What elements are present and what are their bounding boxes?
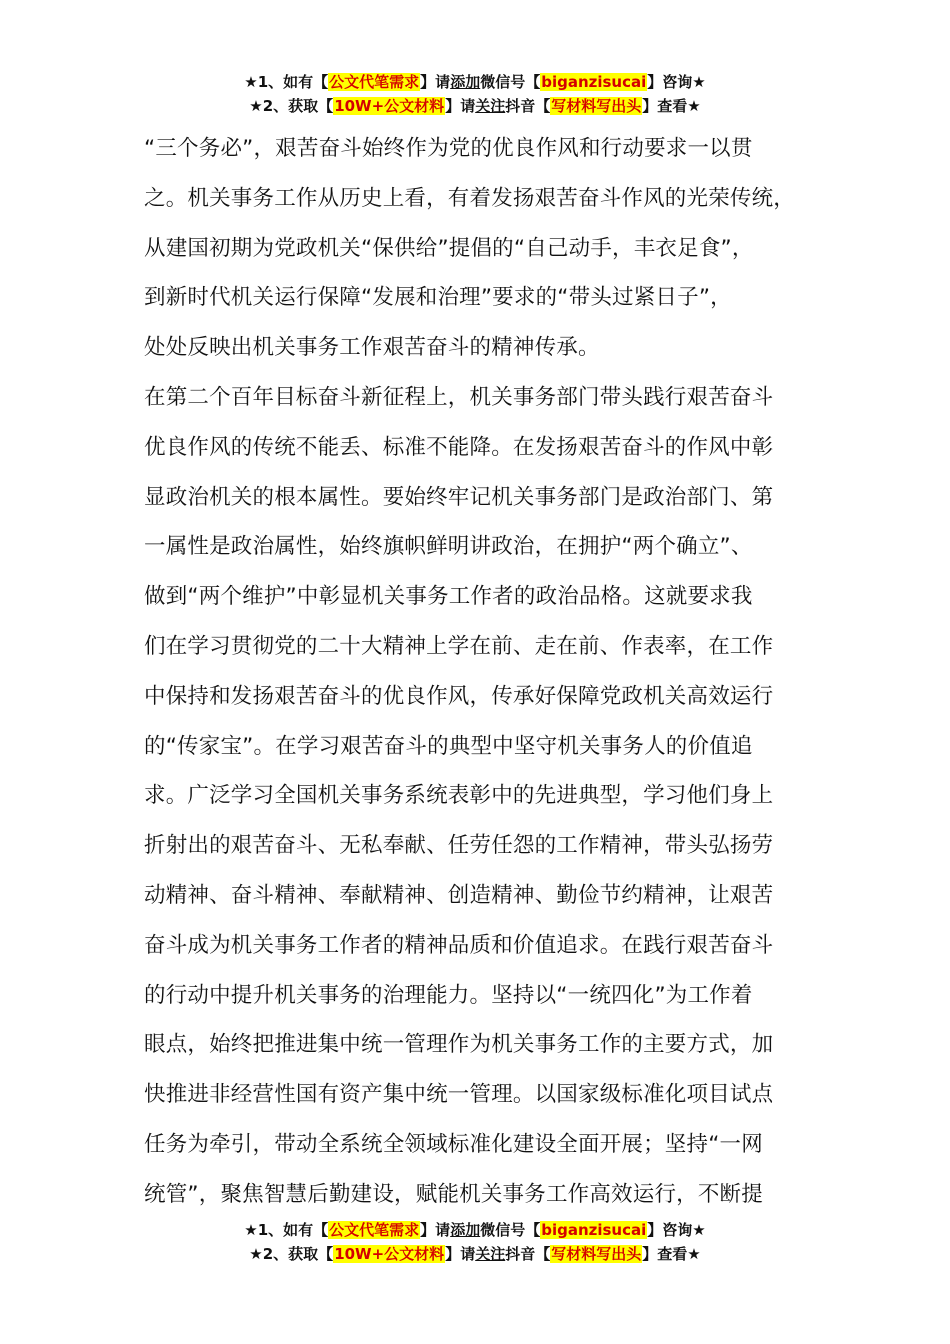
- body-line: 在第二个百年目标奋斗新征程上，机关事务部门带头践行艰苦奋斗: [144, 384, 774, 410]
- footer-text: 微信号【: [480, 1221, 541, 1239]
- highlight-service: 公文代笔需求: [329, 1221, 420, 1239]
- header-text: ★1、如有【: [244, 73, 329, 91]
- footer-text: 】咨询★: [647, 1221, 706, 1239]
- body-line: 动精神、奋斗精神、奉献精神、创造精神、勤俭节约精神，让艰苦: [144, 882, 774, 908]
- highlight-wechat-id: biganzisucai: [541, 73, 647, 91]
- underlined-text: 关注: [475, 97, 506, 115]
- header-text: ★2、获取【: [249, 97, 334, 115]
- header-line-2: [0, 94, 950, 118]
- body-line: 到新时代机关运行保障“发展和治理”要求的“带头过紧日子”，: [144, 285, 732, 311]
- underlined-text: 添加: [450, 73, 481, 91]
- header-line-1: [0, 70, 950, 94]
- header-text: 抖音【: [505, 97, 551, 115]
- highlight-wechat-id: biganzisucai: [541, 1221, 647, 1239]
- header-text: 】查看★: [642, 97, 701, 115]
- body-line: 优良作风的传统不能丢、标准不能降。在发扬艰苦奋斗的作风中彰: [144, 434, 774, 460]
- footer-text: 】请: [445, 1245, 476, 1263]
- footer-text: 】请: [420, 1221, 451, 1239]
- body-line: “三个务必”，艰苦奋斗始终作为党的优良作风和行动要求一以贯: [144, 136, 753, 161]
- underlined-text: 关注: [475, 1245, 506, 1263]
- body-line: 显政治机关的根本属性。要始终牢记机关事务部门是政治部门、第: [144, 484, 774, 510]
- footer-line-1: [0, 1218, 950, 1242]
- body-line: 求。广泛学习全国机关事务系统表彰中的先进典型，学习他们身上: [144, 783, 774, 809]
- header-text: 】咨询★: [647, 73, 706, 91]
- highlight-materials: 10W+公文材料: [334, 97, 445, 115]
- body-line: 中保持和发扬艰苦奋斗的优良作风，传承好保障党政机关高效运行: [144, 683, 774, 709]
- body-line: 眼点，始终把推进集中统一管理作为机关事务工作的主要方式，加: [144, 1032, 774, 1058]
- body-line: 的“传家宝”。在学习艰苦奋斗的典型中坚守机关事务人的价值追: [144, 733, 753, 759]
- body-line: 奋斗成为机关事务工作者的精神品质和价值追求。在践行艰苦奋斗: [144, 932, 774, 958]
- header-text: 】请: [445, 97, 476, 115]
- footer-banner: [0, 1218, 950, 1266]
- highlight-douyin: 写材料写出头: [551, 97, 642, 115]
- body-line: 统管”，聚焦智慧后勤建设，赋能机关事务工作高效运行，不断提: [144, 1181, 763, 1207]
- body-line: 从建国初期为党政机关“保供给”提倡的“自己动手，丰衣足食”，: [144, 235, 754, 261]
- footer-line-2: [0, 1242, 950, 1266]
- underlined-text: 添加: [450, 1221, 481, 1239]
- footer-text: 】查看★: [642, 1245, 701, 1263]
- highlight-service: 公文代笔需求: [329, 73, 420, 91]
- body-line: 任务为牵引，带动全系统全领域标准化建设全面开展；坚持“一网: [144, 1131, 763, 1157]
- body-line: 快推进非经营性国有资产集中统一管理。以国家级标准化项目试点: [144, 1082, 774, 1108]
- body-line: 一属性是政治属性，始终旗帜鲜明讲政治，在拥护“两个确立”、: [144, 534, 753, 560]
- footer-text: 抖音【: [505, 1245, 551, 1263]
- body-line: 处处反映出机关事务工作艰苦奋斗的精神传承。: [144, 335, 600, 361]
- body-line: 们在学习贯彻党的二十大精神上学在前、走在前、作表率，在工作: [144, 633, 774, 659]
- header-text: 】请: [420, 73, 451, 91]
- highlight-materials: 10W+公文材料: [334, 1245, 445, 1263]
- header-text: 微信号【: [480, 73, 541, 91]
- header-banner: [0, 70, 950, 118]
- body-line: 的行动中提升机关事务的治理能力。坚持以“一统四化”为工作着: [144, 982, 753, 1008]
- body-line: 做到“两个维护”中彰显机关事务工作者的政治品格。这就要求我: [144, 584, 753, 610]
- body-line: 折射出的艰苦奋斗、无私奉献、任劳任怨的工作精神，带头弘扬劳: [144, 833, 774, 859]
- body-line: 之。机关事务工作从历史上看，有着发扬艰苦奋斗作风的光荣传统，: [144, 185, 796, 211]
- document-body: [144, 124, 834, 1220]
- footer-text: ★1、如有【: [244, 1221, 329, 1239]
- highlight-douyin: 写材料写出头: [551, 1245, 642, 1263]
- footer-text: ★2、获取【: [249, 1245, 334, 1263]
